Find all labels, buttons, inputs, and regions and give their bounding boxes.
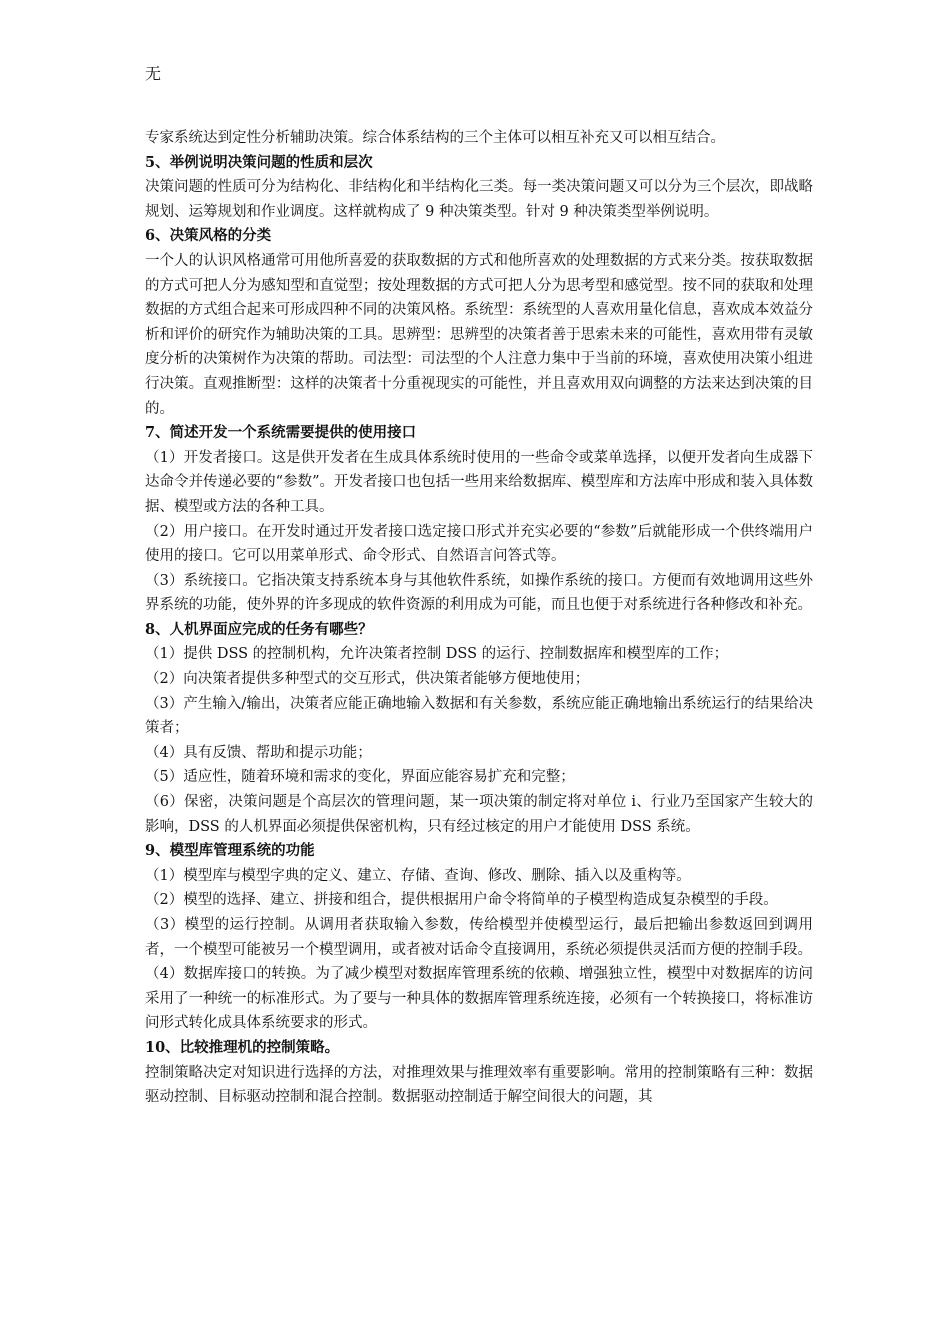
paragraph: 控制策略决定对知识进行选择的方法，对推理效果与推理效率有重要影响。常用的控制策略有三种：数据驱动控制、目标驱动控制和混合控制。数据驱动控制适于解空间很大的问题，其 bbox=[145, 1064, 813, 1106]
document-body bbox=[145, 126, 813, 1110]
page-header: 无 bbox=[145, 64, 162, 83]
paragraph: （6）保密，决策问题是个高层次的管理问题，某一项决策的制定将对单位 i、行业乃至国家产生较大的影响，DSS 的人机界面必须提供保密机构，只有经过核定的用户才能使用 DSS 系统。 bbox=[145, 794, 813, 835]
paragraph: （1）提供 DSS 的控制机构，允许决策者控制 DSS 的运行、控制数据库和模型库的工作； bbox=[145, 646, 729, 663]
paragraph: （4）具有反馈、帮助和提示功能； bbox=[145, 744, 372, 761]
section-heading: 8、人机界面应完成的任务有哪些？ bbox=[145, 620, 373, 638]
paragraph: （2）向决策者提供多种型式的交互形式，供决策者能够方便地使用； bbox=[145, 671, 590, 688]
section-heading: 7、简述开发一个系统需要提供的使用接口 bbox=[145, 424, 417, 442]
section-heading: 9、模型库管理系统的功能 bbox=[145, 842, 315, 860]
paragraph: （3）模型的运行控制。从调用者获取输入参数，传给模型并使模型运行，最后把输出参数返回到调用者，一个模型可能被另一个模型调用，或者被对话命令直接调用，系统必须提供灵活而方便的控制手段。 bbox=[145, 917, 813, 958]
section-heading: 10、比较推理机的控制策略。 bbox=[145, 1038, 340, 1056]
paragraph: （2）模型的选择、建立、拼接和组合，提供根据用户命令将简单的子模型构造成复杂模型的手段。 bbox=[145, 892, 778, 909]
paragraph: （3）产生输入/输出，决策者应能正确地输入数据和有关参数，系统应能正确地输出系统运行的结果给决策者； bbox=[145, 695, 813, 737]
paragraph: 决策问题的性质可分为结构化、非结构化和半结构化三类。每一类决策问题又可以分为三个层次，即战略规划、运筹规划和作业调度。这样就构成了 9 种决策类型。针对 9 种决策类型举例说明。 bbox=[145, 179, 813, 220]
section-heading: 6、决策风格的分类 bbox=[145, 227, 272, 245]
paragraph: （3）系统接口。它指决策支持系统本身与其他软件系统，如操作系统的接口。方便而有效地调用这些外界系统的功能，使外界的许多现成的软件资源的利用成为可能，而且也便于对系统进行各种修改和补充。 bbox=[145, 572, 813, 614]
paragraph: 专家系统达到定性分析辅助决策。综合体系结构的三个主体可以相互补充又可以相互结合。 bbox=[145, 130, 725, 146]
paragraph: 一个人的认识风格通常可用他所喜爱的获取数据的方式和他所喜欢的处理数据的方式来分类。按获取数据的方式可把人分为感知型和直觉型；按处理数据的方式可把人分为思考型和感觉型。按不同的获取和处理数据的方式组合起来可形成四种不同的决策风格。系统型：系统型的人喜欢用量化信息，喜欢成本效益分析和评价的研究作为辅助决策的工具。思辨型：思辨型的决策者善于思索未来的可能性，喜欢用带有灵敏度分析的决策树作为决策的帮助。司法型：司法型的个人注意力集中于当前的环境，喜欢使用决策小组进行决策。直观推断型：这样的决策者十分重视现实的可能性，并且喜欢用双向调整的方法来达到决策的目的。 bbox=[145, 252, 813, 417]
paragraph: （4）数据库接口的转换。为了减少模型对数据库管理系统的依赖、增强独立性，模型中对数据库的访问采用了一种统一的标准形式。为了要与一种具体的数据库管理系统连接，必须有一个转换接口，将标准访问形式转化成具体系统要求的形式。 bbox=[145, 966, 813, 1032]
paragraph: （2）用户接口。在开发时通过开发者接口选定接口形式并充实必要的“参数”后就能形成一个供终端用户使用的接口。它可以用菜单形式、命令形式、自然语言问答式等。 bbox=[145, 523, 813, 565]
paragraph: （1）模型库与模型字典的定义、建立、存储、查询、修改、删除、插入以及重构等。 bbox=[145, 867, 691, 884]
paragraph: （5）适应性，随着环境和需求的变化，界面应能容易扩充和完整； bbox=[145, 769, 575, 786]
paragraph: （1）开发者接口。这是供开发者在生成具体系统时使用的一些命令或菜单选择，以便开发者向生成器下达命令并传递必要的“参数”。开发者接口也包括一些用来给数据库、模型库和方法库中形成和装入具体数据、模型或方法的各种工具。 bbox=[145, 449, 813, 515]
section-heading: 5、举例说明决策问题的性质和层次 bbox=[145, 153, 373, 171]
